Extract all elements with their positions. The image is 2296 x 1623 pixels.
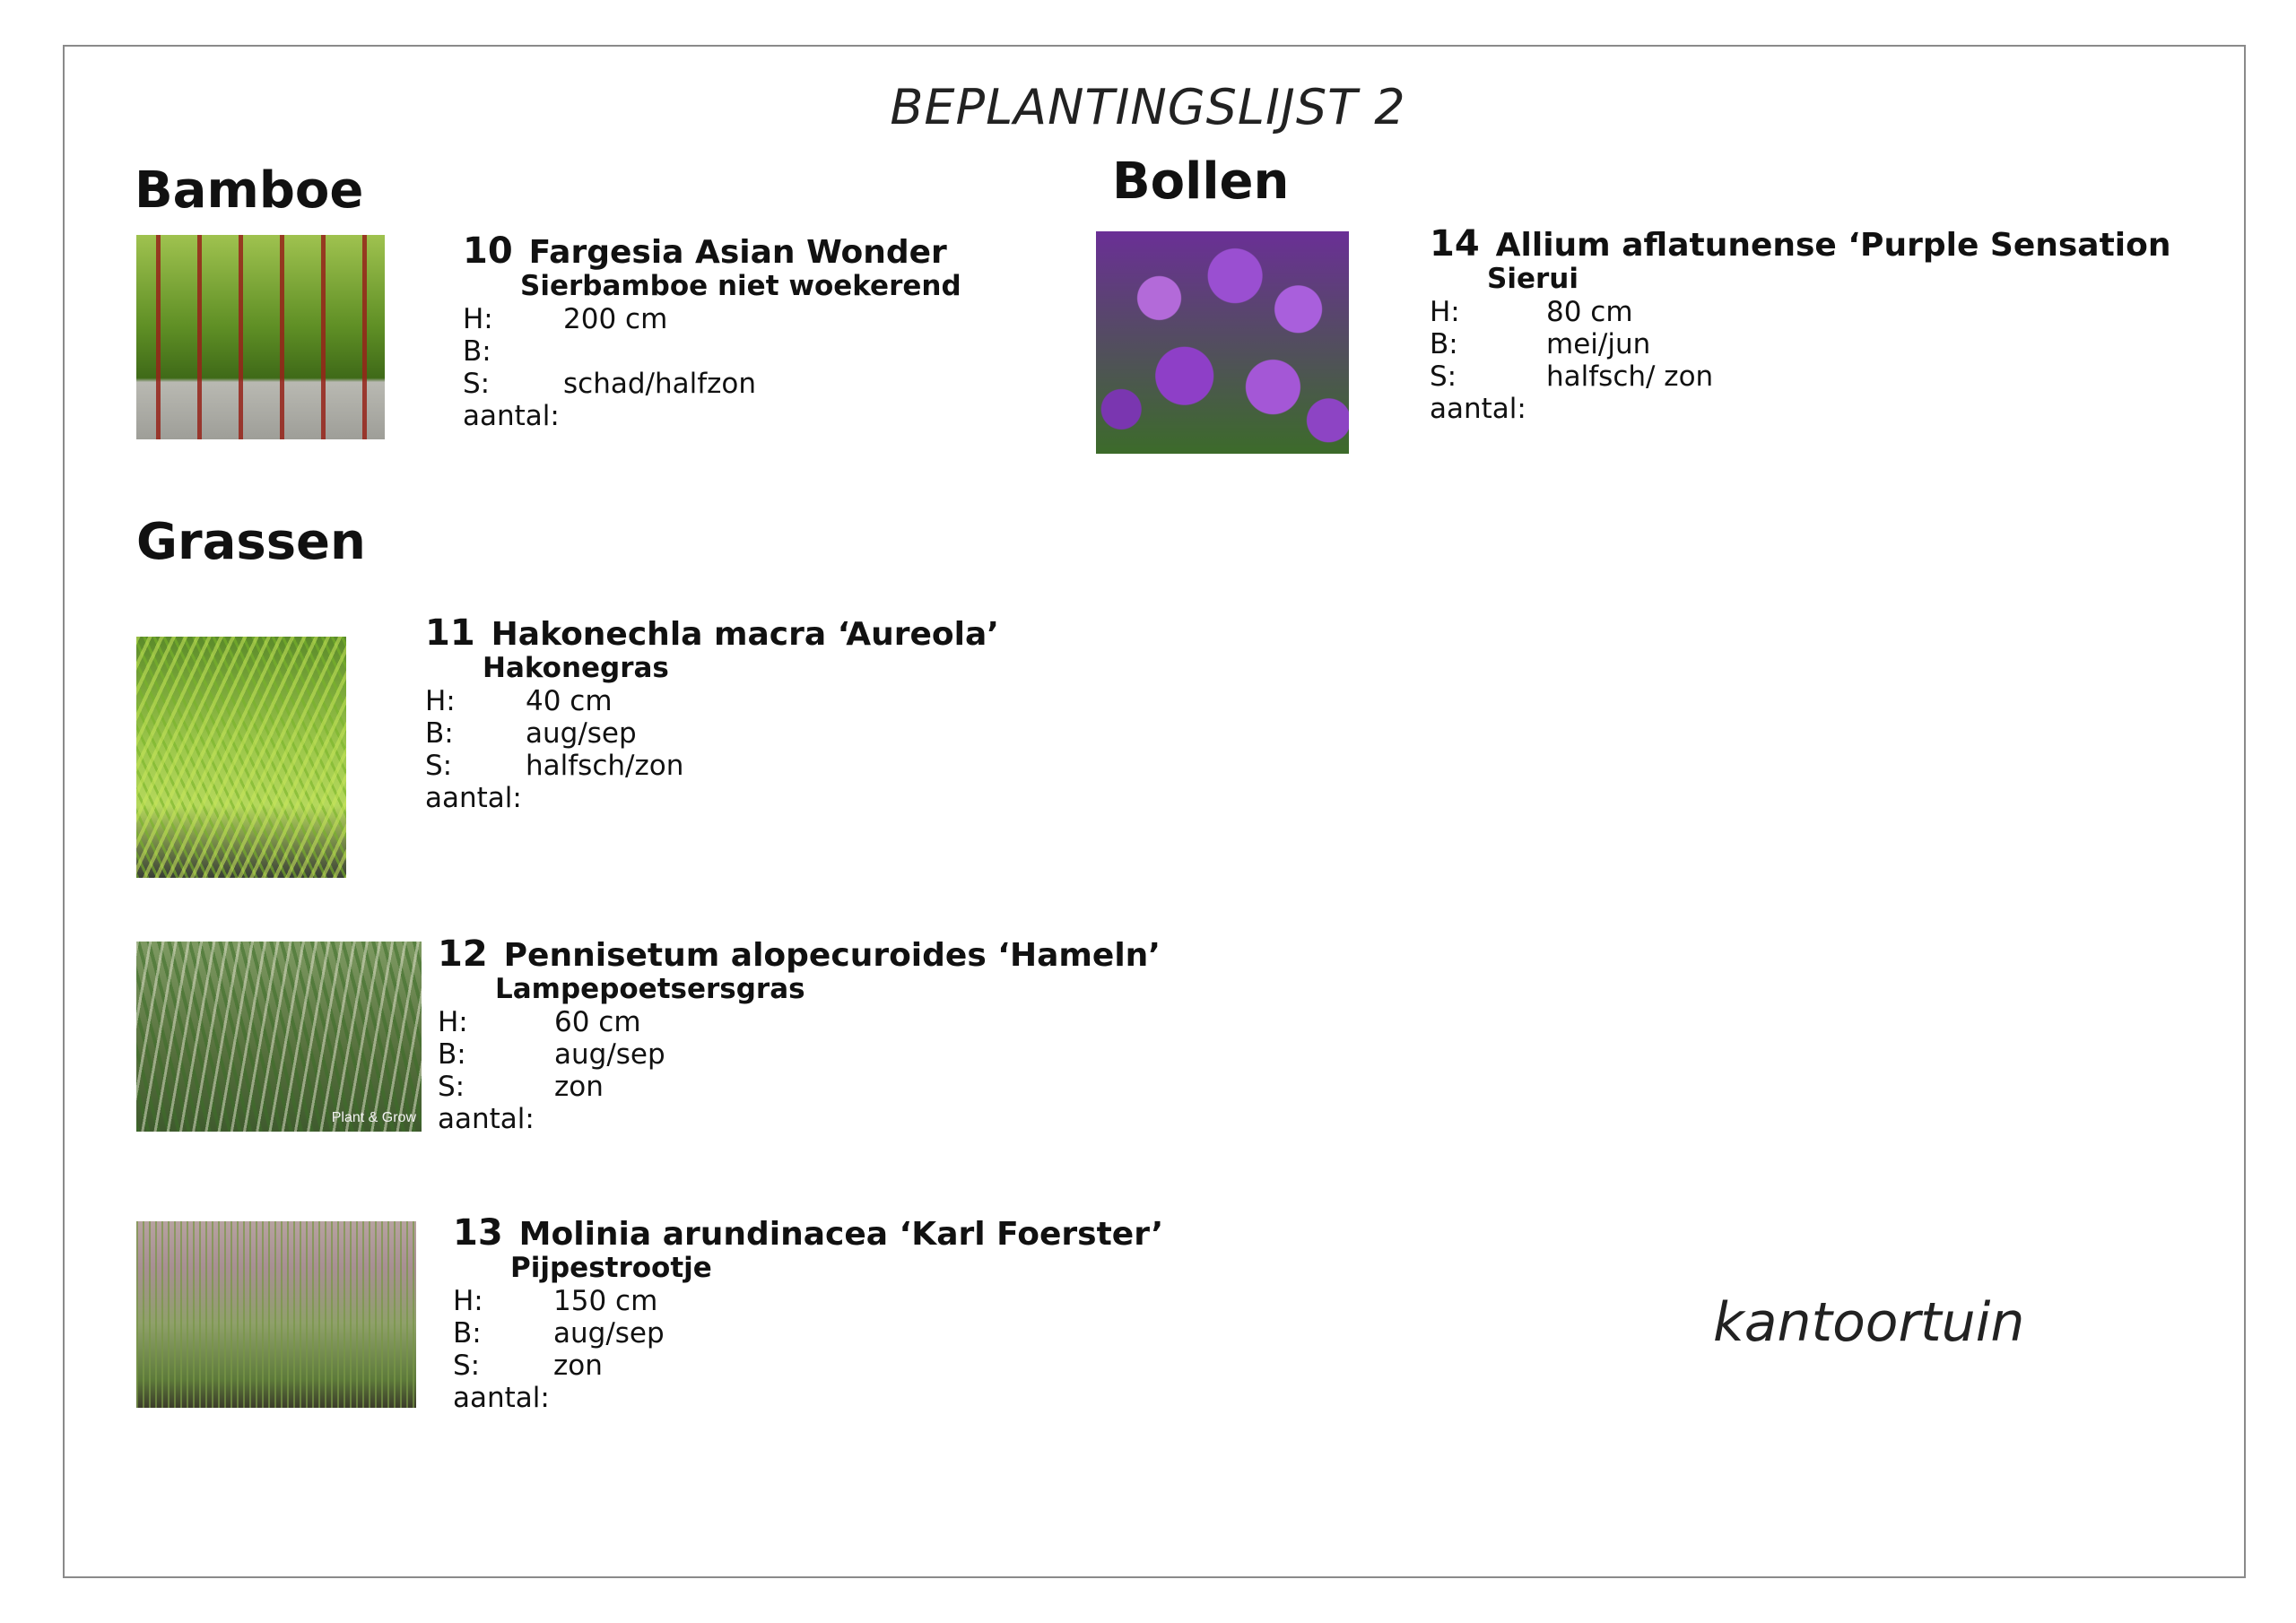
section-title-grassen: Grassen <box>136 513 366 571</box>
bloom-value: mei/jun <box>1546 328 1651 360</box>
plant-heading <box>453 1212 1164 1254</box>
quantity-label: aantal: <box>453 1382 550 1414</box>
quantity-row <box>463 400 961 432</box>
height-value: 150 cm <box>553 1285 658 1317</box>
bloom-row <box>463 335 961 368</box>
sun-label: S: <box>453 1350 481 1382</box>
plant-heading <box>438 933 1161 975</box>
quantity-label: aantal: <box>438 1103 535 1135</box>
bloom-row <box>1430 328 2171 360</box>
quantity-row <box>453 1382 1163 1414</box>
plant-photo-hakonechloa <box>136 637 346 878</box>
plant-number: 13 <box>453 1212 503 1254</box>
plant-number: 10 <box>463 230 513 272</box>
sun-label: S: <box>425 750 453 782</box>
plant-name: Allium aflatunense ‘Purple Sensation <box>1495 227 2171 264</box>
height-value: 80 cm <box>1546 296 1633 328</box>
quantity-row <box>425 782 999 814</box>
sun-label: S: <box>463 368 491 400</box>
plant-name: Hakonechla macra ‘Aureola’ <box>491 616 999 653</box>
bloom-label: B: <box>453 1317 482 1350</box>
bloom-row <box>453 1317 1163 1350</box>
quantity-label: aantal: <box>1430 393 1526 425</box>
page-title: BEPLANTINGSLIJST 2 <box>890 79 1406 135</box>
height-label: H: <box>438 1006 468 1038</box>
footer-note: kantoortuin <box>1713 1291 2025 1354</box>
plant-common-name: Sierui <box>1487 263 1578 295</box>
height-row <box>453 1285 1163 1317</box>
height-row <box>1430 296 2171 328</box>
plant-common-name: Lampepoetsersgras <box>495 973 805 1005</box>
plant-entry-12 <box>438 933 1161 1135</box>
plant-heading <box>463 230 961 272</box>
sun-label: S: <box>1430 360 1457 393</box>
bloom-value: aug/sep <box>526 717 637 750</box>
sun-row <box>425 750 999 782</box>
plant-common-name: Pijpestrootje <box>510 1252 712 1284</box>
plant-entry-14 <box>1430 223 2171 425</box>
height-label: H: <box>425 685 456 717</box>
plant-heading <box>1430 223 2171 265</box>
plant-photo-molinia <box>136 1221 416 1408</box>
bloom-label: B: <box>463 335 491 368</box>
sun-row <box>453 1350 1163 1382</box>
height-label: H: <box>453 1285 483 1317</box>
plant-entry-11 <box>425 612 999 814</box>
plant-common-name: Sierbamboe niet woekerend <box>520 270 961 302</box>
bloom-value: aug/sep <box>554 1038 665 1071</box>
plant-common-name: Hakonegras <box>483 652 669 684</box>
quantity-label: aantal: <box>425 782 522 814</box>
plant-photo-allium <box>1096 231 1349 454</box>
section-title-bollen: Bollen <box>1112 152 1290 211</box>
plant-name: Molinia arundinacea ‘Karl Foerster’ <box>518 1216 1164 1253</box>
plant-entry-10 <box>463 230 961 432</box>
sun-row <box>463 368 961 400</box>
plant-entry-13 <box>453 1212 1164 1414</box>
height-value: 60 cm <box>554 1006 641 1038</box>
plant-number: 14 <box>1430 223 1480 265</box>
height-value: 200 cm <box>563 303 668 335</box>
height-label: H: <box>463 303 493 335</box>
bloom-label: B: <box>425 717 454 750</box>
sun-value: zon <box>553 1350 603 1382</box>
plant-name: Pennisetum alopecuroides ‘Hameln’ <box>503 937 1161 974</box>
bloom-row <box>425 717 999 750</box>
quantity-row <box>438 1103 1161 1135</box>
sun-row <box>1430 360 2171 393</box>
height-row <box>463 303 961 335</box>
sun-value: halfsch/zon <box>526 750 684 782</box>
quantity-row <box>1430 393 2171 425</box>
height-value: 40 cm <box>526 685 613 717</box>
section-title-bamboe: Bamboe <box>135 161 364 220</box>
plant-number: 12 <box>438 933 488 975</box>
sun-value: halfsch/ zon <box>1546 360 1714 393</box>
sun-label: S: <box>438 1071 465 1103</box>
height-row <box>438 1006 1161 1038</box>
bloom-label: B: <box>1430 328 1458 360</box>
plant-name: Fargesia Asian Wonder <box>528 234 947 271</box>
sun-value: schad/halfzon <box>563 368 757 400</box>
plant-photo-fargesia <box>136 235 385 439</box>
height-row <box>425 685 999 717</box>
quantity-label: aantal: <box>463 400 560 432</box>
sun-value: zon <box>554 1071 604 1103</box>
plant-number: 11 <box>425 612 475 654</box>
bloom-label: B: <box>438 1038 466 1071</box>
bloom-row <box>438 1038 1161 1071</box>
height-label: H: <box>1430 296 1460 328</box>
bloom-value: aug/sep <box>553 1317 665 1350</box>
plant-heading <box>425 612 999 654</box>
sun-row <box>438 1071 1161 1103</box>
plant-photo-pennisetum <box>136 942 422 1132</box>
photo-watermark: Plant & Grow <box>331 1110 416 1125</box>
